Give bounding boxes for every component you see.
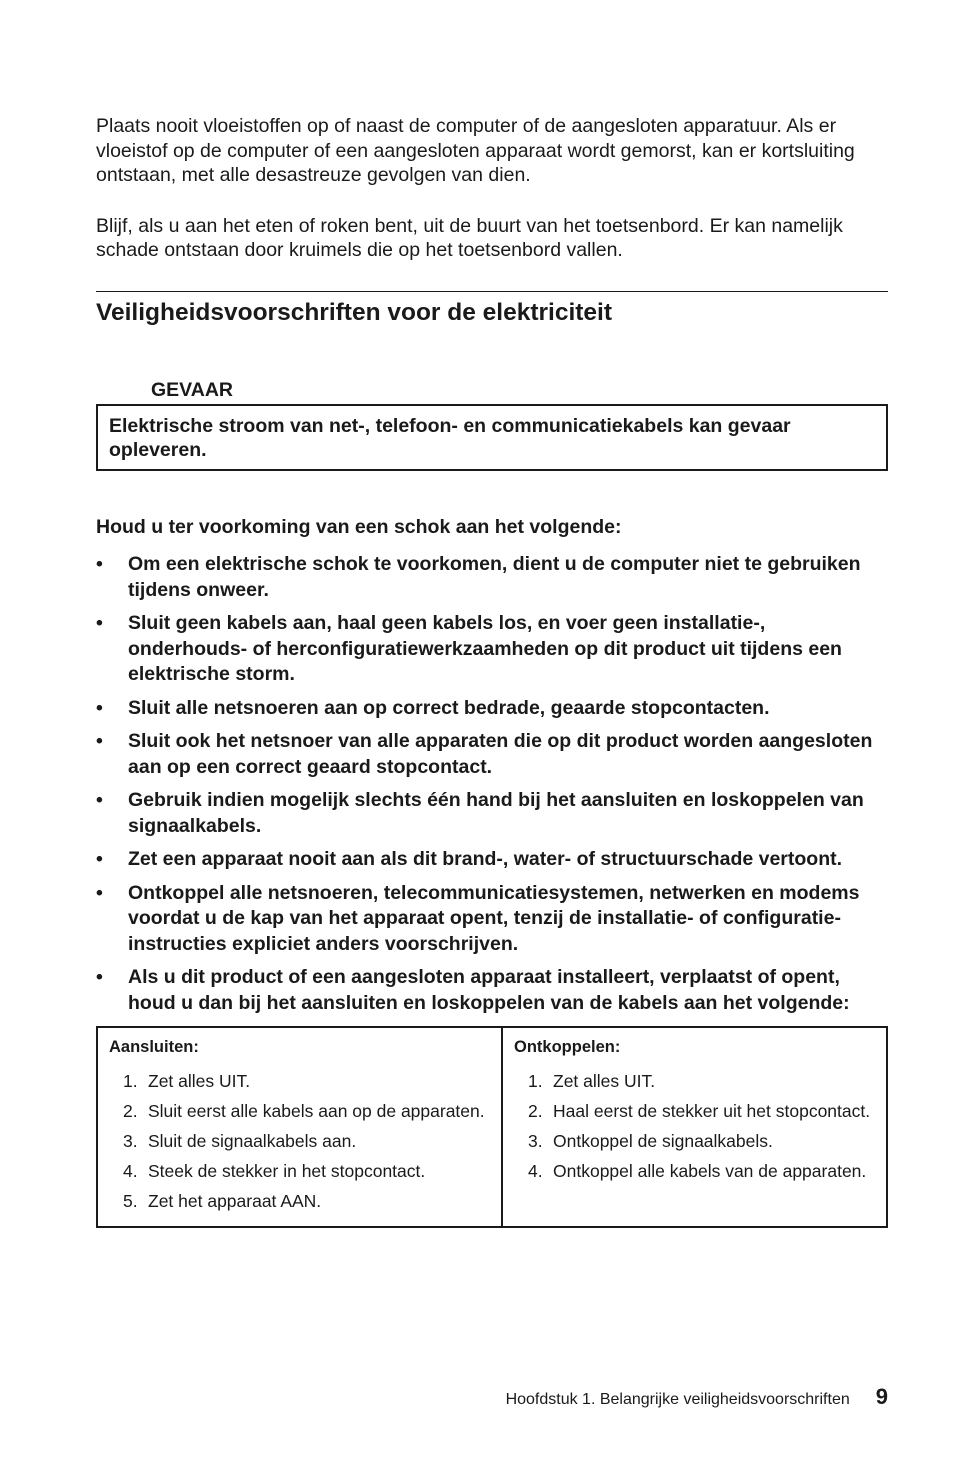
step-number: 1. — [528, 1071, 543, 1091]
connection-steps-table — [96, 1026, 888, 1228]
step-text: Sluit de signaalkabels aan. — [148, 1131, 357, 1151]
bullet-text: Zet een apparaat nooit aan als dit brand-, water- of structuurschade vertoont. — [128, 848, 843, 870]
bullet-text: Sluit alle netsnoeren aan op correct bedrade, geaarde stopcontacten. — [128, 696, 770, 719]
bullet-item — [96, 611, 888, 688]
disconnect-step — [514, 1070, 875, 1093]
bullet-item — [96, 881, 888, 958]
disconnect-column — [502, 1027, 887, 1227]
step-text: Zet alles UIT. — [553, 1071, 656, 1091]
danger-label: GEVAAR — [151, 378, 233, 401]
bullet-item — [96, 696, 888, 722]
bullet-icon: • — [96, 553, 103, 575]
step-text: Zet het apparaat AAN. — [148, 1191, 322, 1211]
connect-heading: Aansluiten: — [109, 1038, 199, 1056]
bullet-icon: • — [96, 612, 103, 634]
connect-column — [97, 1027, 502, 1227]
page-content — [96, 114, 888, 1228]
bullet-text: Gebruik indien mogelijk slechts één hand bij het aansluiten en loskoppelen van signaalkabels. — [128, 789, 864, 837]
step-number: 2. — [528, 1101, 543, 1121]
disconnect-step — [514, 1100, 875, 1123]
bullet-item — [96, 788, 888, 839]
step-number: 1. — [123, 1071, 138, 1091]
step-text: Zet alles UIT. — [148, 1071, 251, 1091]
bullet-text: Sluit ook het netsnoer van alle apparaten die op dit product worden aangesloten aan op een correct geaard stopcontact. — [128, 730, 873, 778]
bullet-text: Om een elektrische schok te voorkomen, dient u de computer niet te gebruiken tijdens onweer. — [128, 553, 861, 601]
bullet-icon: • — [96, 966, 103, 988]
danger-notice-box — [96, 404, 888, 471]
page-number: 9 — [875, 1384, 888, 1409]
paragraph-liquids: Plaats nooit vloeistoffen op of naast de computer of de aangesloten apparatuur. Als er vloeistof op de computer of een aangesloten apparaat wordt gemorst, kan er kortsluiting ontstaan, met alle desastreuze gevolgen van dien. — [96, 115, 855, 186]
section-title: Veiligheidsvoorschriften voor de elektriciteit — [96, 298, 613, 326]
connect-step — [109, 1160, 490, 1183]
connect-steps-list — [109, 1070, 490, 1213]
step-number: 3. — [123, 1131, 138, 1151]
page-footer — [506, 1384, 888, 1410]
step-number: 2. — [123, 1101, 138, 1121]
bullet-text: Sluit geen kabels aan, haal geen kabels los, en voer geen installatie-, onderhouds- of herconfiguratiewerkzaamheden op dit product uit tijdens een elektrische storm. — [128, 612, 842, 685]
bullet-icon: • — [96, 789, 103, 811]
disconnect-steps-list — [514, 1070, 875, 1183]
bullet-icon: • — [96, 730, 103, 752]
connect-step — [109, 1070, 490, 1093]
step-number: 4. — [123, 1161, 138, 1181]
step-text: Haal eerst de stekker uit het stopcontact. — [553, 1101, 871, 1121]
step-number: 4. — [528, 1161, 543, 1181]
connect-step — [109, 1130, 490, 1153]
chapter-title: Hoofdstuk 1. Belangrijke veiligheidsvoorschriften — [505, 1391, 850, 1408]
lead-text: Houd u ter voorkoming van een schok aan het volgende: — [96, 515, 622, 538]
bullet-text: Als u dit product of een aangesloten apparaat installeert, verplaatst of opent, houd u dan bij het aansluiten en loskoppelen van de kabels aan het volgende: — [128, 966, 850, 1014]
bullet-item — [96, 729, 888, 780]
step-number: 3. — [528, 1131, 543, 1151]
step-text: Ontkoppel de signaalkabels. — [553, 1131, 773, 1151]
disconnect-step — [514, 1160, 875, 1183]
bullet-item — [96, 965, 888, 1016]
bullet-item — [96, 552, 888, 603]
safety-bullet-list — [96, 552, 888, 1016]
bullet-icon: • — [96, 848, 103, 870]
step-text: Ontkoppel alle kabels van de apparaten. — [553, 1161, 867, 1181]
bullet-text: Ontkoppel alle netsnoeren, telecommunicatiesystemen, netwerken en modems voordat u de kap van het apparaat opent, tenzij de installatie- of configuratie-instructies expliciet anders voorschrijven. — [128, 881, 860, 955]
step-number: 5. — [123, 1191, 138, 1211]
section-divider — [96, 291, 888, 292]
danger-notice-text: Elektrische stroom van net-, telefoon- en communicatiekabels kan gevaar opleveren. — [109, 414, 791, 461]
step-text: Sluit eerst alle kabels aan op de apparaten. — [148, 1101, 485, 1121]
connect-step — [109, 1190, 490, 1213]
bullet-icon: • — [96, 881, 103, 904]
disconnect-step — [514, 1130, 875, 1153]
bullet-item — [96, 847, 888, 873]
step-text: Steek de stekker in het stopcontact. — [148, 1161, 426, 1181]
bullet-icon: • — [96, 696, 103, 719]
disconnect-heading: Ontkoppelen: — [514, 1038, 621, 1056]
connect-step — [109, 1100, 490, 1123]
paragraph-keyboard: Blijf, als u aan het eten of roken bent, uit de buurt van het toetsenbord. Er kan namelijk schade ontstaan door kruimels die op het toetsenbord vallen. — [96, 214, 843, 261]
